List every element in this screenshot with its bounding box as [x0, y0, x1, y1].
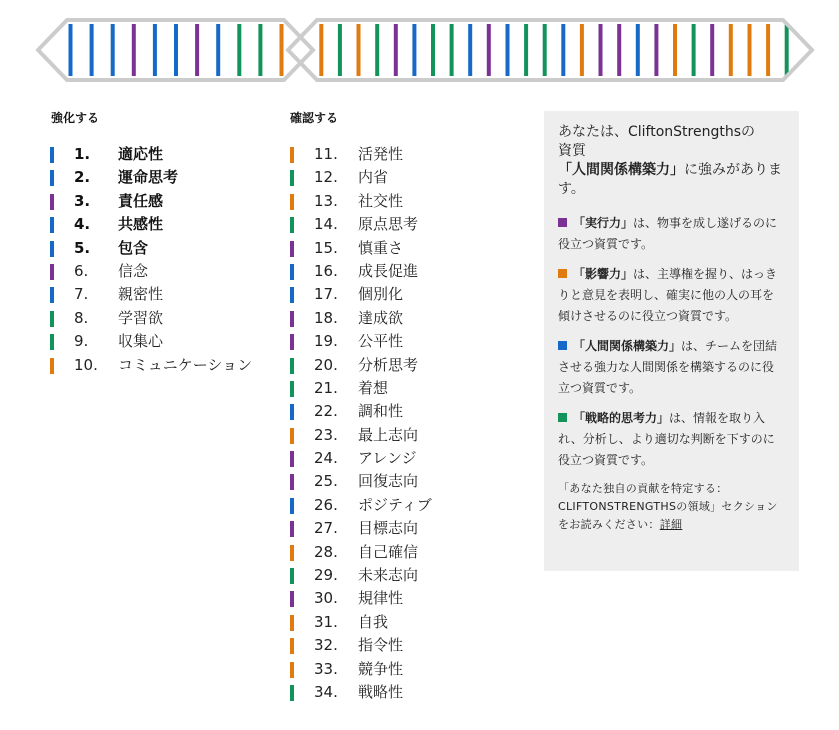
domain-color-bar [290, 685, 294, 701]
domain-color-bar [290, 147, 294, 163]
strength-item [50, 143, 270, 166]
stripe-influencing [580, 24, 584, 76]
strength-item [50, 260, 270, 283]
domain-color-bar [290, 287, 294, 303]
domain-color-bar [290, 217, 294, 233]
strength-name: 目標志向 [358, 519, 419, 538]
stripe-executing [394, 24, 398, 76]
strength-rank: 27. [314, 519, 338, 538]
strength-rank: 34. [314, 682, 338, 701]
strength-item [290, 564, 510, 587]
strength-item [290, 494, 510, 517]
domain-color-bar [290, 615, 294, 631]
domain-color-bar [50, 194, 54, 210]
stripe-strategic [785, 24, 789, 76]
strength-item [50, 330, 270, 353]
summary-line-2: 資質 [558, 143, 586, 159]
domain-color-bar [50, 358, 54, 374]
strength-name: 指令性 [358, 636, 404, 655]
strength-rank: 2. [74, 168, 91, 187]
strength-name: 学習欲 [118, 308, 164, 327]
domain-color-bar [50, 264, 54, 280]
enhance-heading: 強化する [51, 111, 100, 125]
strength-item [50, 283, 270, 306]
strength-name: 着想 [358, 378, 389, 397]
strength-rank: 18. [314, 308, 338, 327]
domain-color-bar [50, 311, 54, 327]
strength-item [50, 237, 270, 260]
stripe-strategic [543, 24, 547, 76]
strength-name: 規律性 [358, 589, 404, 608]
domain-description-strategic [558, 408, 785, 471]
strength-rank: 11. [314, 145, 338, 163]
strength-item [290, 143, 510, 166]
strength-rank: 28. [314, 542, 338, 561]
strength-item [290, 447, 510, 470]
stripe-relationship [153, 24, 157, 76]
stripe-influencing [748, 24, 752, 76]
stripe-relationship [561, 24, 565, 76]
domain-text: は、情報を取り入れ、分析し、より適切な判断を下すのに役立つ資質です。 [558, 411, 775, 467]
strength-name: 原点思考 [358, 215, 419, 234]
strength-item [290, 681, 510, 704]
domain-color-bar [290, 358, 294, 374]
summary-rest: に強みがあります。 [558, 162, 782, 197]
strength-rank: 13. [314, 191, 338, 210]
strength-item [290, 166, 510, 189]
strength-rank: 21. [314, 378, 338, 397]
strength-name: 回復志向 [358, 472, 419, 491]
strength-name: 親密性 [118, 285, 164, 304]
stripe-executing [654, 24, 658, 76]
strength-name: 包含 [118, 238, 149, 257]
stripe-strategic [692, 24, 696, 76]
strength-item [50, 354, 270, 377]
stripe-strategic [450, 24, 454, 76]
domain-color-bar [290, 545, 294, 561]
stripe-influencing [319, 24, 323, 76]
stripe-strategic [524, 24, 528, 76]
strength-rank: 6. [74, 261, 89, 280]
domain-name: 「戦略的思考力」 [573, 411, 670, 425]
stripe-relationship [90, 24, 94, 76]
strength-name: 慎重さ [358, 238, 404, 257]
strength-item [290, 307, 510, 330]
domain-color-bar [50, 147, 54, 163]
strength-name: 達成欲 [358, 308, 404, 327]
strength-item [290, 213, 510, 236]
remaining-stripe-band [319, 24, 788, 76]
strength-name: 戦略性 [358, 682, 404, 701]
strength-rank: 1. [74, 145, 91, 163]
domain-color-bar [290, 194, 294, 210]
strength-name: 最上志向 [358, 425, 419, 444]
stripe-strategic [375, 24, 379, 76]
strength-item [290, 237, 510, 260]
stripe-relationship [174, 24, 178, 76]
domain-color-bar [290, 521, 294, 537]
strength-name: 自己確信 [358, 542, 419, 561]
domain-description-executing [558, 213, 785, 255]
strength-item [290, 587, 510, 610]
domain-color-bar [50, 287, 54, 303]
stripe-influencing [729, 24, 733, 76]
strength-item [50, 307, 270, 330]
domain-name: 「影響力」 [573, 267, 634, 281]
strength-item [290, 283, 510, 306]
domain-text: は、チームを団結させる強力な人間関係を構築するのに役立つ資質です。 [558, 339, 778, 395]
stripe-executing [195, 24, 199, 76]
stripe-strategic [338, 24, 342, 76]
domain-color-square [558, 341, 567, 350]
strength-name: 成長促進 [358, 261, 419, 280]
domain-color-bar [50, 241, 54, 257]
strength-item [50, 190, 270, 213]
domain-color-bar [290, 381, 294, 397]
stripe-relationship [506, 24, 510, 76]
strength-item [290, 517, 510, 540]
strength-rank: 4. [74, 215, 91, 234]
strength-item [290, 634, 510, 657]
domain-descriptions [558, 213, 785, 471]
stripe-strategic [431, 24, 435, 76]
domain-color-bar [290, 638, 294, 654]
strength-name: 信念 [118, 261, 149, 280]
strength-rank: 5. [74, 238, 91, 257]
strength-item [290, 541, 510, 564]
strength-rank: 26. [314, 495, 338, 514]
top-ten-stripe-band [69, 24, 284, 76]
remaining-strengths-list [290, 143, 510, 704]
stripe-relationship [468, 24, 472, 76]
strength-item [50, 213, 270, 236]
strength-item [290, 470, 510, 493]
strength-rank: 15. [314, 238, 338, 257]
domain-color-square [558, 413, 567, 422]
domain-color-bar [290, 311, 294, 327]
strength-name: 収集心 [118, 332, 164, 351]
strength-rank: 25. [314, 472, 338, 491]
strength-item [50, 166, 270, 189]
banner-right-frame [288, 20, 812, 80]
strength-name: 内省 [358, 168, 389, 187]
strength-name: 個別化 [358, 285, 404, 304]
learn-more-text: 「あなた独自の貢献を特定する：CLIFTONSTRENGTHSの領域」セクションをお読みください： [558, 482, 778, 531]
strength-rank: 14. [314, 215, 338, 234]
strength-rank: 7. [74, 285, 89, 304]
stripe-relationship [636, 24, 640, 76]
stripe-strategic [237, 24, 241, 76]
strength-rank: 32. [314, 636, 338, 655]
stripe-relationship [69, 24, 73, 76]
strength-name: コミュニケーション [118, 355, 253, 374]
strength-name: ポジティブ [358, 495, 432, 514]
strength-rank: 3. [74, 191, 91, 210]
domain-description-influencing [558, 264, 785, 327]
strength-rank: 29. [314, 566, 338, 585]
stripe-influencing [766, 24, 770, 76]
strength-name: 分析思考 [358, 355, 419, 374]
stripe-relationship [216, 24, 220, 76]
domain-color-bar [290, 498, 294, 514]
strength-item [290, 658, 510, 681]
details-link[interactable]: 詳細 [659, 518, 683, 531]
domain-name: 「実行力」 [573, 216, 634, 230]
domain-color-bar [50, 170, 54, 186]
strength-item [290, 400, 510, 423]
domain-color-bar [290, 568, 294, 584]
strength-rank: 31. [314, 612, 338, 631]
domain-color-bar [290, 451, 294, 467]
domain-text: は、主導権を握り、はっきりと意見を表明し、確実に他の人の耳を傾けさせるのに役立つ資質です。 [558, 267, 778, 323]
domain-text: は、物事を成し遂げるのに役立つ資質です。 [558, 216, 778, 251]
strength-rank: 16. [314, 261, 338, 280]
domain-color-bar [290, 170, 294, 186]
strength-rank: 17. [314, 285, 338, 304]
strength-rank: 19. [314, 332, 338, 351]
strength-item [290, 354, 510, 377]
stripe-relationship [412, 24, 416, 76]
strength-name: 適応性 [118, 145, 164, 163]
strengths-stripe-banner [36, 17, 816, 83]
domain-color-bar [290, 662, 294, 678]
stripe-executing [487, 24, 491, 76]
stripe-influencing [357, 24, 361, 76]
stripe-executing [132, 24, 136, 76]
domain-name: 「人間関係構築力」 [573, 339, 682, 353]
strength-rank: 20. [314, 355, 338, 374]
domain-color-bar [290, 241, 294, 257]
strength-item [290, 611, 510, 634]
strength-rank: 22. [314, 402, 338, 421]
stripe-executing [599, 24, 603, 76]
domain-color-bar [290, 428, 294, 444]
strength-name: 責任感 [118, 191, 164, 210]
strength-rank: 8. [74, 308, 89, 327]
strength-item [290, 190, 510, 213]
stripe-executing [710, 24, 714, 76]
domain-description-relationship [558, 336, 785, 399]
strength-item [290, 260, 510, 283]
strength-name: 共感性 [118, 215, 164, 234]
stripe-influencing [280, 24, 284, 76]
strength-name: 調和性 [358, 402, 404, 421]
strength-name: 競争性 [358, 659, 404, 678]
domain-color-bar [290, 591, 294, 607]
strength-name: 社交性 [358, 191, 404, 210]
strength-rank: 10. [74, 355, 98, 374]
strength-rank: 30. [314, 589, 338, 608]
learn-more-note [558, 480, 785, 534]
strength-rank: 23. [314, 425, 338, 444]
strength-rank: 33. [314, 659, 338, 678]
stripe-strategic [258, 24, 262, 76]
strength-item [290, 377, 510, 400]
domain-color-bar [290, 474, 294, 490]
domain-summary [558, 123, 785, 199]
domain-color-square [558, 269, 567, 278]
domain-color-square [558, 218, 567, 227]
strength-name: 運命思考 [118, 168, 179, 187]
strength-rank: 9. [74, 332, 89, 351]
domain-color-bar [50, 217, 54, 233]
stripe-executing [617, 24, 621, 76]
strength-name: 自我 [358, 612, 389, 631]
domain-color-bar [290, 404, 294, 420]
strength-rank: 24. [314, 449, 338, 468]
strength-rank: 12. [314, 168, 338, 187]
strength-name: 活発性 [358, 145, 404, 163]
strength-name: 未来志向 [358, 566, 419, 585]
confirm-heading: 確認する [290, 111, 339, 125]
top-ten-strengths-list [50, 143, 270, 377]
summary-domain-name: 「人間関係構築力」 [558, 162, 684, 178]
stripe-relationship [111, 24, 115, 76]
summary-line-1: あなたは、CliftonStrengthsの [558, 124, 756, 140]
domain-info-panel [544, 111, 799, 571]
strength-item [290, 424, 510, 447]
strength-item [290, 330, 510, 353]
domain-color-bar [290, 264, 294, 280]
domain-color-bar [50, 334, 54, 350]
domain-color-bar [290, 334, 294, 350]
strength-name: 公平性 [358, 332, 404, 351]
strength-name: アレンジ [358, 449, 417, 468]
stripe-influencing [673, 24, 677, 76]
